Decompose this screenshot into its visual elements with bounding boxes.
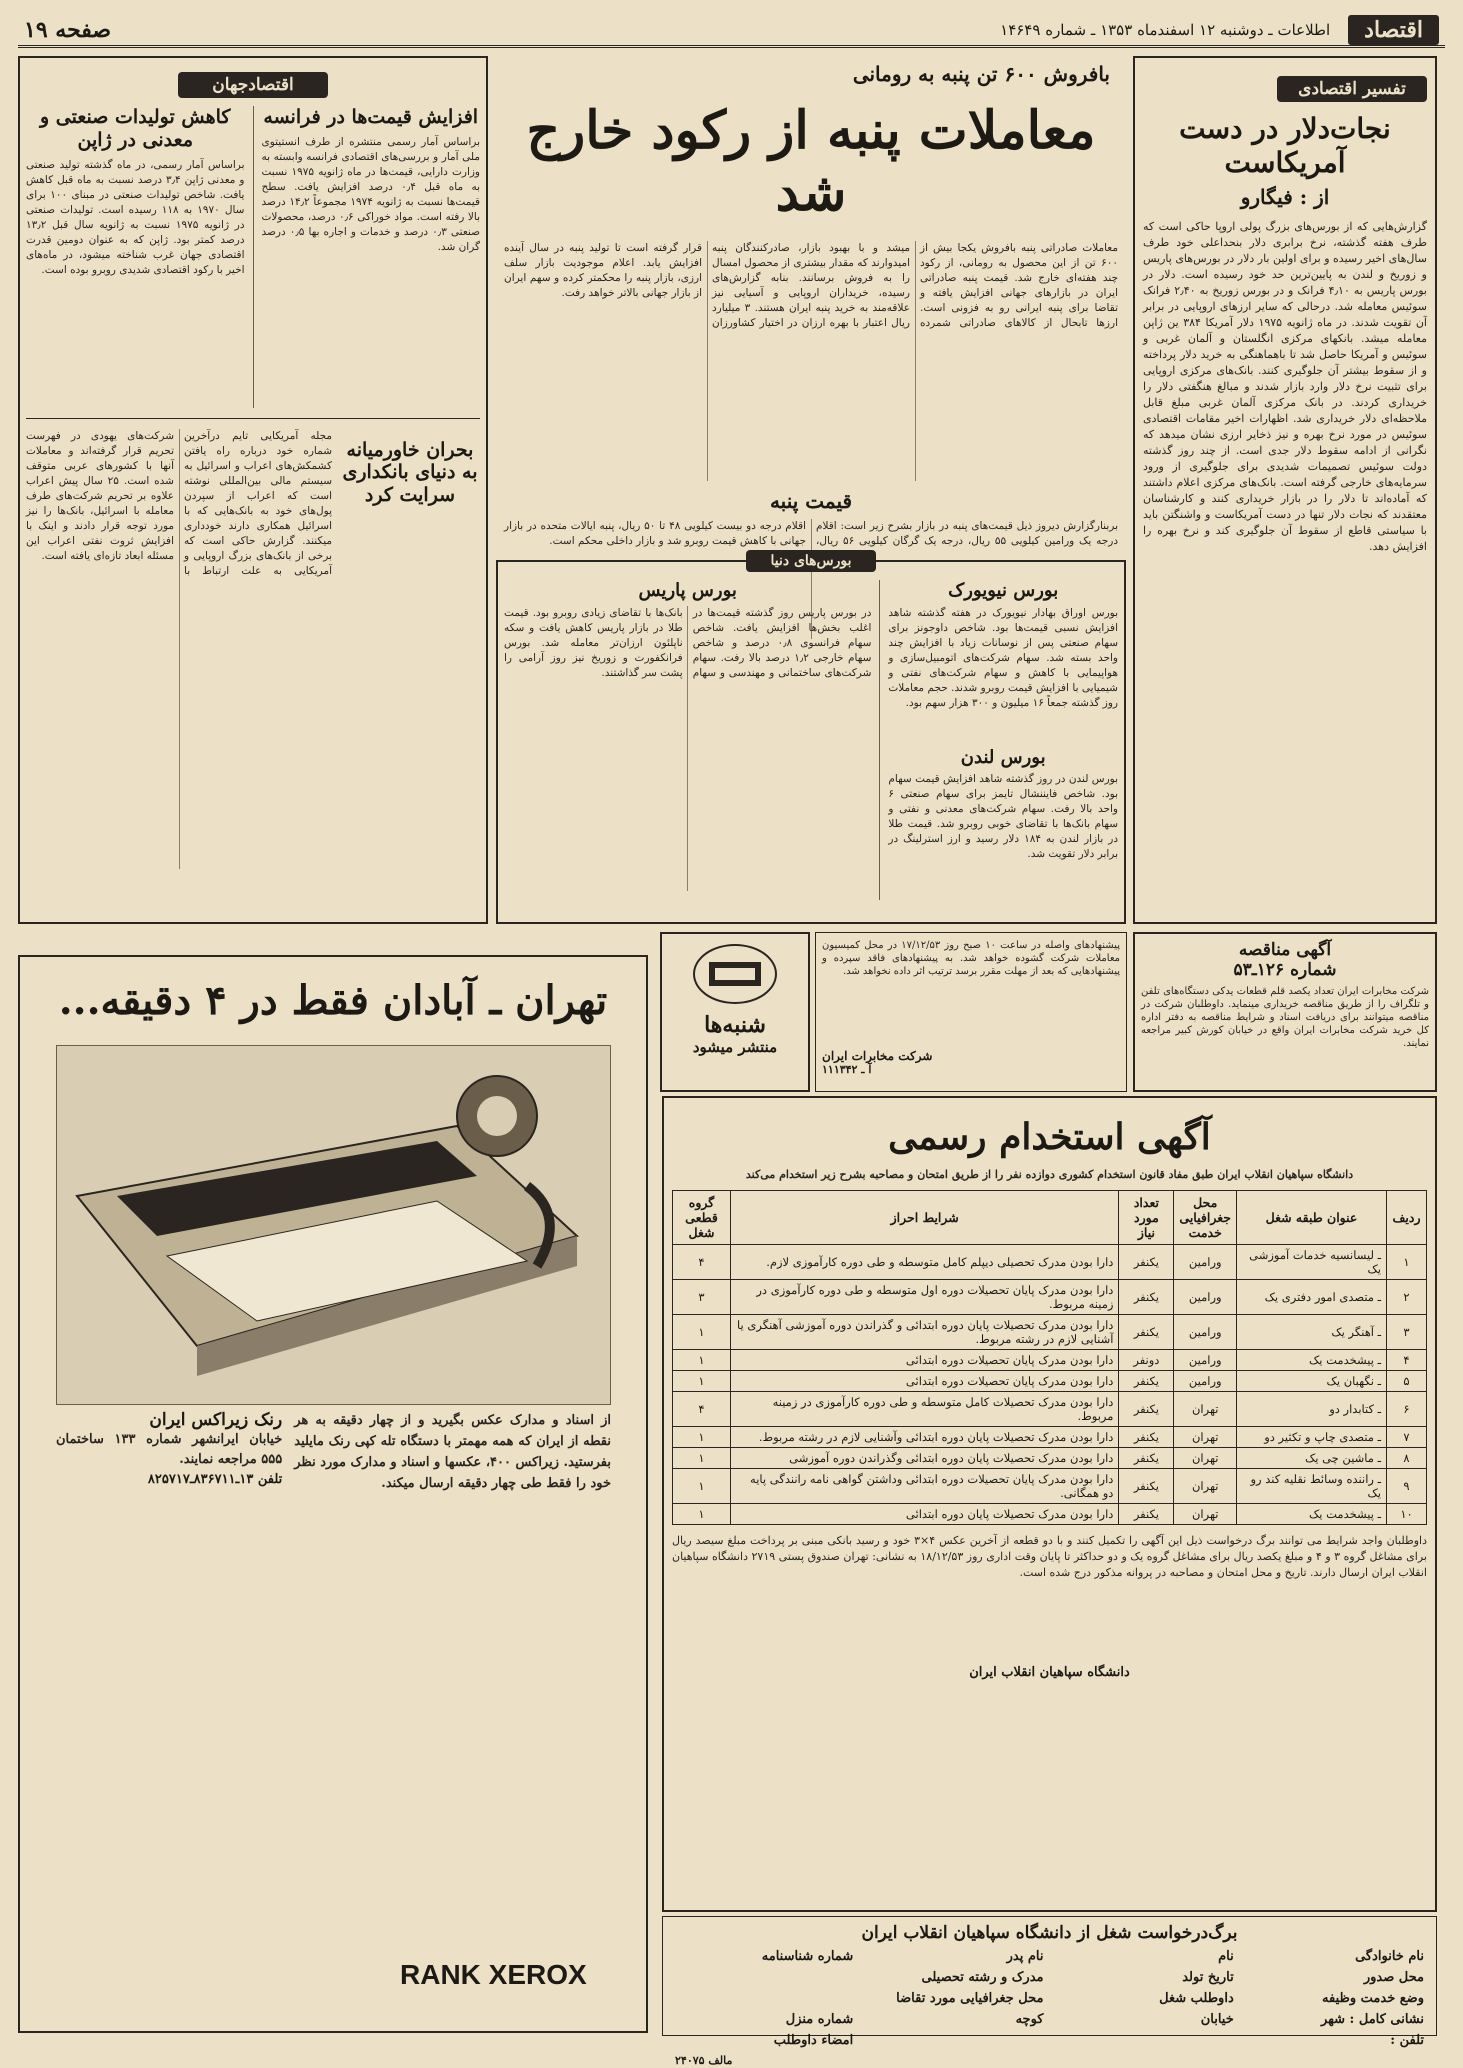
employment-signature: دانشگاه سپاهیان انقلاب ایران bbox=[969, 1665, 1130, 1681]
row-number: ۲ bbox=[1387, 1280, 1427, 1315]
london-bourse-body: بورس لندن در روز گذشته شاهد افزایش قیمت سهام بود. شاخص فایننشال تایمز برای سهام صنعتی ۶ واحد بالا رفت. سهام شرکت‌های معدنی و نفتی و سهام بانک‌ها با تقاضای خوبی روبرو شد. قیمت طلا در بازار لندن به ۱۸۴ دلار رسید و ارز استرلینگ در برابر دلار تقویت شد. bbox=[888, 773, 1119, 861]
job-title: ـ پیشخدمت یک bbox=[1237, 1504, 1387, 1525]
job-title: ـ متصدی چاپ و تکثیر دو bbox=[1237, 1427, 1387, 1448]
form-field-label: تلفن : bbox=[1390, 2033, 1424, 2049]
japan-output-body: براساس آمار رسمی، در ماه گذشته تولید صنعتی و معدنی ژاپن ۳٫۴ درصد نسبت به ماه قبل کاهش یافت. شاخص تولیدات صنعتی در مبنای ۱۰۰ برای سال ۱۹۷۰ به ۱۱۸ رسیده است. تولیدات صنعتی در ژانویه ۱۹۷۵ نسبت به ژانویه سال قبل ۱۳٫۲ درصد کمتر بود. ژاپن که به عنوان دومین قدرت اقتصادی جهان غرب شناخته میشود، در ماه‌های اخیر با رکود اقتصادی شدیدی روبرو بوده است. bbox=[26, 158, 245, 276]
bourses-tag: بورس‌های دنیا bbox=[746, 550, 876, 572]
form-ref: مالف ۲۴۰۷۵ bbox=[675, 2054, 733, 2068]
form-field-label: محل جغرافیایی مورد تقاضا bbox=[896, 1991, 1044, 2007]
form-row bbox=[675, 1949, 1424, 1964]
france-prices-article bbox=[262, 106, 481, 408]
table-row bbox=[673, 1371, 1427, 1392]
form-field-label: امضاء داوطلب bbox=[773, 2033, 854, 2049]
table-row bbox=[673, 1392, 1427, 1427]
mideast-banking-headline: بحران خاورمیانه به دنیای بانکداری سرایت کرد bbox=[342, 438, 478, 507]
form-field-label: نشانی کامل : شهر bbox=[1320, 2012, 1424, 2028]
job-group: ۴ bbox=[673, 1245, 731, 1280]
teleprinter-photo bbox=[56, 1045, 611, 1405]
tender-continuation bbox=[815, 932, 1127, 1092]
job-requirements: دارا بودن مدرک پایان تحصیلات دوره اول متوسطه و طی دوره کارآموزی در زمینه مربوط. bbox=[731, 1280, 1119, 1315]
job-title: ـ راننده وسائط نقلیه کند رو یک bbox=[1237, 1469, 1387, 1504]
form-field-label: محل صدور bbox=[1363, 1970, 1424, 1986]
table-row bbox=[673, 1427, 1427, 1448]
job-group: ۳ bbox=[673, 1280, 731, 1315]
tender-body: شرکت مخابرات ایران تعداد یکصد قلم قطعات یدکی دستگاه‌های تلفن و تلگراف را از طریق مناقصه خریداری مینماید. داوطلبان شرکت در مناقصه میتوانند برای دریافت اسناد و شرایط مناقصه به دفتر اداره کل خرید شرکت مخابرات ایران واقع در خیابان کورش کبیر مراجعه نمایند. bbox=[1141, 985, 1429, 1049]
job-location: ورامین bbox=[1174, 1280, 1237, 1315]
ny-bourse-article bbox=[888, 580, 1118, 900]
section-label: اقتصاد bbox=[1348, 15, 1439, 45]
table-row bbox=[673, 1245, 1427, 1280]
job-requirements: دارا بودن مدرک تحصیلات پایان دوره ابتدائی وگذراندن دوره آموزشی bbox=[731, 1448, 1119, 1469]
bourses-section bbox=[496, 553, 1126, 924]
form-field-label: کوچه bbox=[1015, 2012, 1044, 2028]
job-requirements: دارا بودن مدرک تحصیلات پایان دوره ابتدائی وآشنایی لازم در رشته مربوط. bbox=[731, 1427, 1119, 1448]
row-number: ۴ bbox=[1387, 1350, 1427, 1371]
job-group: ۱ bbox=[673, 1350, 731, 1371]
job-requirements: دارا بودن مدرک تحصیلات پایان دوره ابتدائی و گذراندن دوره آموزشی آهنگری یا آشنایی لازم در رشته مربوط. bbox=[731, 1315, 1119, 1350]
job-requirements: دارا بودن مدرک پایان تحصیلات دوره ابتدائی bbox=[731, 1350, 1119, 1371]
job-group: ۱ bbox=[673, 1504, 731, 1525]
col-requirements: شرایط احراز bbox=[731, 1191, 1119, 1245]
row-number: ۷ bbox=[1387, 1427, 1427, 1448]
form-row bbox=[675, 2033, 1424, 2048]
table-row bbox=[673, 1448, 1427, 1469]
issue-info: اطلاعات ـ دوشنبه ۱۲ اسفندماه ۱۳۵۳ ـ شماره ۱۴۶۴۹ bbox=[1000, 20, 1331, 39]
cotton-article bbox=[496, 56, 1126, 556]
job-count: یکنفر bbox=[1119, 1392, 1174, 1427]
france-prices-body: براساس آمار رسمی منتشره از طرف انستیتوی ملی آمار و بررسی‌های اقتصادی فرانسه وابسته به وزارت دارایی، قیمت‌ها در ماه ژانویه ۱۹۷۵ نسبت به ماه قبل ۰٫۴ درصد افزایش یافت. سطح قیمت‌ها نسبت به ژانویه ۱۹۷۴ مجموعاً ۱۴٫۲ درصد بالا رفته است. مواد خوراکی ۰٫۶ درصد، محصولات صنعتی ۰٫۳ درصد و خدمات و اجاره بها ۰٫۵ درصد گران شد. bbox=[261, 135, 481, 253]
job-count: یکنفر bbox=[1119, 1245, 1174, 1280]
ny-bourse-title: بورس نیویورک bbox=[948, 580, 1059, 601]
xerox-contact-name: رنک زیراکس ایران bbox=[149, 1410, 283, 1430]
job-location: تهران bbox=[1174, 1469, 1237, 1504]
form-field-label: نام پدر bbox=[1006, 1949, 1044, 1965]
job-count: یکنفر bbox=[1119, 1371, 1174, 1392]
row-number: ۸ bbox=[1387, 1448, 1427, 1469]
job-title: ـ پیشخدمت یک bbox=[1237, 1350, 1387, 1371]
row-number: ۱ bbox=[1387, 1245, 1427, 1280]
employment-ad bbox=[662, 1096, 1437, 1912]
employment-notes: داوطلبان واجد شرایط می توانند برگ درخواست ذیل این آگهی را تکمیل کنند و با دو قطعه از آخرین عکس ۴×۳ خود و رسید بانکی مبنی بر پرداخت مبلغ سیصد ریال برای مشاغل گروه ۳ و ۴ و مبلغ یکصد ریال برای مشاغل گروه یک و دو حداکثر تا پایان وقت اداری روز ۱۸/۱۲/۵۳ به نشانی: تهران صندوق پستی ۲۷۱۹ دانشگاه سپاهیان انقلاب ایران ارسال دارند. تاریخ و محل امتحان و مصاحبه در پروانه مذکور درج شده است. bbox=[672, 1534, 1427, 1580]
xerox-body: از اسناد و مدارک عکس بگیرید و از چهار دقیقه به هر نقطه از ایران که همه مهمتر با دستگاه تله کپی رنک مایلید بفرستید. زیراکس ۴۰۰، عکسها و اسناد و مدارک مورد نظر خود را فقط طی چهار دقیقه ارسال میکند. bbox=[294, 1413, 612, 1491]
job-requirements: دارا بودن مدرک تحصیلات پایان دوره ابتدائی bbox=[731, 1504, 1119, 1525]
job-title: ـ کتابدار دو bbox=[1237, 1392, 1387, 1427]
japan-output-article bbox=[26, 106, 245, 408]
job-location: ورامین bbox=[1174, 1315, 1237, 1350]
weekly-logo bbox=[693, 944, 777, 1004]
mideast-banking-article bbox=[340, 429, 480, 869]
job-count: یکنفر bbox=[1119, 1448, 1174, 1469]
job-count: یکنفر bbox=[1119, 1315, 1174, 1350]
commentary-body: گزارش‌هایی که از بورس‌های بزرگ پولی اروپا حاکی است که طرف هفته گذشته، نرخ برابری دلار بنحداعلی خود طرف سال‌های اخیر رسیده و برای اولین بار دلار در بورس‌های پاریس و زوریخ و لندن به پایین‌ترین حد خود رسیده است. دلار در بورس پاریس به ۴٫۱۰ فرانک و در بورس زوریخ به ۲٫۴۰ فرانک سوئیس معامله شد. درحالی که سایر ارزهای اروپایی در برابر آن تقویت شدند. در ماه ژانویه ۱۹۷۵ دلار آمریکا ۳۸۴ ین ژاپن معامله میشد. بانکهای مرکزی انگلستان و آلمان غربی و سوئیس و آمریکا حاصل شد تا باهماهنگی به خرید دلار پرداخته و از سقوط بیشتر آن جلوگیری کنند. بانک‌های مرکزی اروپایی برای تثبیت نرخ دلار وارد بازار شدند و مبالغ هنگفتی دلار را خریداری کردند. در بانک مرکزی آلمان غربی مبلغ قابل ملاحظه‌ای دلار خریداری شد. اظهارات اخیر مقامات اقتصادی سوئیس در مورد نرخ بهره و نیز ذخایر ارزی نشان میدهد که نگرانی از ادامه سقوط دلار جدی است. از چند روز گذشته دولت سوئیس تصمیمات شدیدی برای جلوگیری از ورود سرمایه‌های خارجی گرفته است. بانک‌های مرکزی اعلام داشتند که آماده‌اند تا دلار را در بازار خریداری کنند و کارشناسان معتقدند که نجات دلار تنها در دست آمریکاست و واشنگتن باید با سیاستی قاطع از سقوط آن جلوگیری کند و نرخ بهره را افزایش دهد. bbox=[1143, 220, 1427, 554]
job-requirements: دارا بودن مدرک پایان تحصیلات دوره ابتدائی bbox=[731, 1371, 1119, 1392]
weekly-ad bbox=[660, 932, 810, 1092]
col-location: محل جغرافیایی خدمت bbox=[1174, 1191, 1237, 1245]
table-row bbox=[673, 1504, 1427, 1525]
japan-output-headline: کاهش تولیدات صنعتی و معدنی در ژاپن bbox=[40, 106, 231, 151]
table-row bbox=[673, 1469, 1427, 1504]
tender-ad bbox=[1133, 932, 1437, 1092]
form-field-label bbox=[675, 1991, 853, 2006]
job-group: ۱ bbox=[673, 1469, 731, 1504]
col-row: ردیف bbox=[1387, 1191, 1427, 1245]
cotton-kicker: بافروش ۶۰۰ تن پنبه به رومانی bbox=[852, 62, 1110, 86]
job-count: یکنفر bbox=[1119, 1469, 1174, 1504]
rank-xerox-logo: RANK XEROX bbox=[400, 1959, 587, 1990]
table-row bbox=[673, 1350, 1427, 1371]
london-bourse-title: بورس لندن bbox=[960, 746, 1046, 768]
tender-ref: آ ـ ۱۱۱۳۴۲ bbox=[822, 1063, 872, 1077]
xerox-contact-phone: تلفن ۱۳ـ۸۳۶۷۱۱ـ۸۲۵۷۱۷ bbox=[147, 1472, 283, 1488]
job-group: ۱ bbox=[673, 1427, 731, 1448]
page-header bbox=[18, 14, 1445, 48]
job-location: تهران bbox=[1174, 1392, 1237, 1427]
xerox-copy bbox=[56, 1410, 611, 1560]
form-field-label: خیابان bbox=[1200, 2012, 1234, 2028]
weekly-subtitle: منتشر میشود bbox=[692, 1038, 778, 1057]
row-number: ۱۰ bbox=[1387, 1504, 1427, 1525]
job-location: تهران bbox=[1174, 1504, 1237, 1525]
tender-signature: شرکت مخابرات ایران bbox=[822, 1049, 933, 1063]
job-group: ۴ bbox=[673, 1392, 731, 1427]
tender-title: آگهی مناقصه bbox=[1238, 940, 1332, 960]
mideast-banking-body: مجله آمریکایی تایم درآخرین شماره خود درباره راه یافتن کشمکش‌های اعراب و اسرائیل به سیستم مالی بین‌المللی نوشته است که اعراب از سپردن پول‌های خود به بانک‌هایی که با اسرائیل همکاری دارند خودداری میکنند. گزارش حاکی است که برخی از بانک‌های بزرگ اروپایی و آمریکایی به علت ارتباط با شرکت‌های یهودی در فهرست تحریم قرار گرفته‌اند و معاملات آنها با کشورهای عربی متوقف شده است. ۲۵ سال پیش اعراب علاوه بر تحریم شرکت‌های طرف معامله با اسرائیل، بانک‌ها را نیز مورد توجه قرار دادند و اینک با افزایش ثروت نفتی اعراب این مسئله ابعاد تازه‌ای یافته است. bbox=[26, 429, 332, 577]
job-location: تهران bbox=[1174, 1448, 1237, 1469]
form-field-label: نام bbox=[1218, 1949, 1234, 1965]
job-requirements: دارا بودن مدرک تحصیلی دیپلم کامل متوسطه و طی دوره کارآموزی لازم. bbox=[731, 1245, 1119, 1280]
job-group: ۱ bbox=[673, 1371, 731, 1392]
form-field-label: نام خانوادگی bbox=[1355, 1949, 1424, 1965]
form-field-label: داوطلب شغل bbox=[1159, 1991, 1234, 2007]
form-field-label bbox=[1056, 2033, 1234, 2048]
cotton-headline: معاملات پنبه از رکود خارج شد bbox=[526, 100, 1096, 224]
job-title: ـ نگهبان یک bbox=[1237, 1371, 1387, 1392]
paris-bourse-body: در بورس پاریس روز گذشته قیمت‌ها در اغلب بخش‌ها افزایش یافت. شاخص سهام فرانسوی ۰٫۸ درصد و شاخص سهام خارجی ۱٫۲ درصد بالا رفت. سهام شرکت‌های ساختمانی و مهندسی و سهام بانک‌ها با تقاضای زیادی روبرو بود. قیمت طلا در بازار پاریس کاهش یافت و سکه ناپلئون ارزان‌تر معامله شد. بورس فرانکفورت و زوریخ نیز روز آرامی را پشت سر گذاشتند. bbox=[504, 606, 872, 679]
world-economy-section bbox=[18, 56, 488, 924]
form-row bbox=[675, 2012, 1424, 2027]
application-form bbox=[662, 1916, 1437, 2068]
job-title: ـ لیسانسیه خدمات آموزشی یک bbox=[1237, 1245, 1387, 1280]
page-number: صفحه ۱۹ bbox=[24, 16, 112, 43]
job-title: ـ متصدی امور دفتری یک bbox=[1237, 1280, 1387, 1315]
job-location: ورامین bbox=[1174, 1350, 1237, 1371]
employment-intro: دانشگاه سپاهیان انقلاب ایران طبق مفاد قانون استخدام کشوری دوازده نفر را از طریق امتحان و مصاحبه بشرح زیر استخدام می‌کند bbox=[745, 1168, 1354, 1182]
col-group: گروه قطعی شغل bbox=[673, 1191, 731, 1245]
col-count: تعداد مورد نیاز bbox=[1119, 1191, 1174, 1245]
row-number: ۵ bbox=[1387, 1371, 1427, 1392]
table-row bbox=[673, 1315, 1427, 1350]
form-field-label: تاریخ تولد bbox=[1182, 1970, 1234, 1986]
paris-bourse-article bbox=[504, 580, 871, 900]
col-title: عنوان طبقه شغل bbox=[1237, 1191, 1387, 1245]
job-count: یکنفر bbox=[1119, 1280, 1174, 1315]
job-count: یکنفر bbox=[1119, 1504, 1174, 1525]
france-prices-headline: افزایش قیمت‌ها در فرانسه bbox=[263, 106, 479, 128]
row-number: ۳ bbox=[1387, 1315, 1427, 1350]
job-group: ۱ bbox=[673, 1448, 731, 1469]
job-location: ورامین bbox=[1174, 1371, 1237, 1392]
xerox-headline: تهران ـ آبادان فقط در ۴ دقیقه... bbox=[20, 957, 646, 1025]
form-field-label bbox=[675, 1970, 853, 1985]
form-title: برگ‌درخواست شغل از دانشگاه سپاهیان انقلاب ایران bbox=[861, 1923, 1238, 1943]
commentary-byline: از : فیگارو bbox=[1240, 185, 1330, 210]
xerox-contact-addr: خیابان ایرانشهر شماره ۱۳۳ ساختمان ۵۵۵ مراجعه نمایند. bbox=[56, 1432, 283, 1468]
tender-number: شماره ۱۲۶ـ۵۳ bbox=[1233, 960, 1337, 981]
commentary-headline: نجات‌دلار در دست آمریکاست bbox=[1179, 112, 1391, 179]
form-field-label: شماره شناسنامه bbox=[761, 1949, 854, 1965]
row-number: ۶ bbox=[1387, 1392, 1427, 1427]
commentary-tag: تفسیر اقتصادی bbox=[1277, 76, 1427, 102]
job-title: ـ ماشین چی یک bbox=[1237, 1448, 1387, 1469]
form-field-label: شماره منزل bbox=[785, 2012, 854, 2028]
world-economy-tag: اقتصادجهان bbox=[178, 72, 328, 98]
employment-table bbox=[672, 1190, 1427, 1525]
form-row bbox=[675, 1991, 1424, 2006]
job-count: دونفر bbox=[1119, 1350, 1174, 1371]
job-requirements: دارا بودن مدرک تحصیلات کامل متوسطه و طی دوره کارآموزی در زمینه مربوط. bbox=[731, 1392, 1119, 1427]
commentary-article bbox=[1133, 56, 1437, 924]
job-location: ورامین bbox=[1174, 1245, 1237, 1280]
form-row bbox=[675, 1970, 1424, 1985]
weekly-title: شنبه‌ها bbox=[704, 1012, 766, 1038]
job-requirements: دارا بودن مدرک پایان تحصیلات دوره ابتدائی وداشتن گواهی نامه رانندگی پایه دو همگانی. bbox=[731, 1469, 1119, 1504]
cotton-price-title: قیمت پنبه bbox=[769, 488, 853, 513]
form-field-label: وضع خدمت وظیفه bbox=[1322, 1991, 1424, 2007]
form-field-label: مدرک و رشته تحصیلی bbox=[921, 1970, 1044, 1986]
tender-body-2: پیشنهادهای واصله در ساعت ۱۰ صبح روز ۱۷/۱۲/۵۳ در محل کمیسیون معاملات شرکت گشوده خواهد شد. به پیشنهادهای فاقد سپرده و پیشنهادهایی که بعد از مهلت مقرر برسد ترتیب اثر داده نخواهد شد. bbox=[822, 940, 1120, 977]
ny-bourse-body: بورس اوراق بهادار نیویورک در هفته گذشته شاهد افزایش نسبی قیمت‌ها بود. شاخص داوجونز برای سهام صنعتی پس از نوسانات زیاد با افزایش چند واحد بسته شد. سهام شرکت‌های اتومبیل‌سازی و هواپیمایی با کاهش و سهام شرکت‌های نفتی و شیمیایی با افزایش قیمت روبرو شدند. حجم معاملات روز گذشته جمعاً ۱۶ میلیون و ۳۰۰ هزار سهم بود. bbox=[888, 606, 1118, 709]
form-field-label bbox=[865, 2033, 1043, 2048]
job-group: ۱ bbox=[673, 1315, 731, 1350]
job-location: تهران bbox=[1174, 1427, 1237, 1448]
cotton-price-body: بربنارگزارش دیروز ذیل قیمت‌های پنبه در بازار بشرح زیر است: اقلام درجه یک ورامین کیلویی ۵۵ ریال، درجه یک گرگان کیلویی ۵۶ ریال، اقلام درجه دو بیست کیلویی ۴۸ تا ۵۰ ریال، پنبه ایالات متحده در بازار جهانی با کاهش قیمت روبرو شد و بازار داخلی محکم است. bbox=[504, 519, 1118, 547]
table-row bbox=[673, 1280, 1427, 1315]
job-count: یکنفر bbox=[1119, 1427, 1174, 1448]
job-title: ـ آهنگر یک bbox=[1237, 1315, 1387, 1350]
paris-bourse-title: بورس پاریس bbox=[638, 580, 737, 601]
row-number: ۹ bbox=[1387, 1469, 1427, 1504]
cotton-body: معاملات صادراتی پنبه بافروش یکجا بیش از ۶۰۰ تن از این محصول به رومانی، از رکود چند هفته‌ای خارج شد. قیمت پنبه صادراتی ایران در بازارهای جهانی افزایش یافته و تقاضا برای پنبه ایرانی رو به فزونی است. ارزها تابحال از کالاهای صادراتی شمرده میشد و با بهبود بازار، صادرکنندگان پنبه امیدوارند که مقدار بیشتری از محصول امسال را به فروش برسانند. بنابه گزارش‌های رسیده، خریداران اروپایی و آسیایی نیز علاقه‌مند به خرید پنبه ایران هستند. ۳ میلیارد ریال اعتبار با بهره ارزان در اختیار کشاورزان قرار گرفته است تا تولید پنبه در سال آینده افزایش یابد. اعلام موجودیت بازار سلف ارزی، بازار پنبه را محکمتر کرده و سهم ایران از بازار جهانی بالاتر خواهد رفت. bbox=[504, 241, 1118, 329]
employment-title: آگهی استخدام رسمی bbox=[888, 1116, 1211, 1158]
